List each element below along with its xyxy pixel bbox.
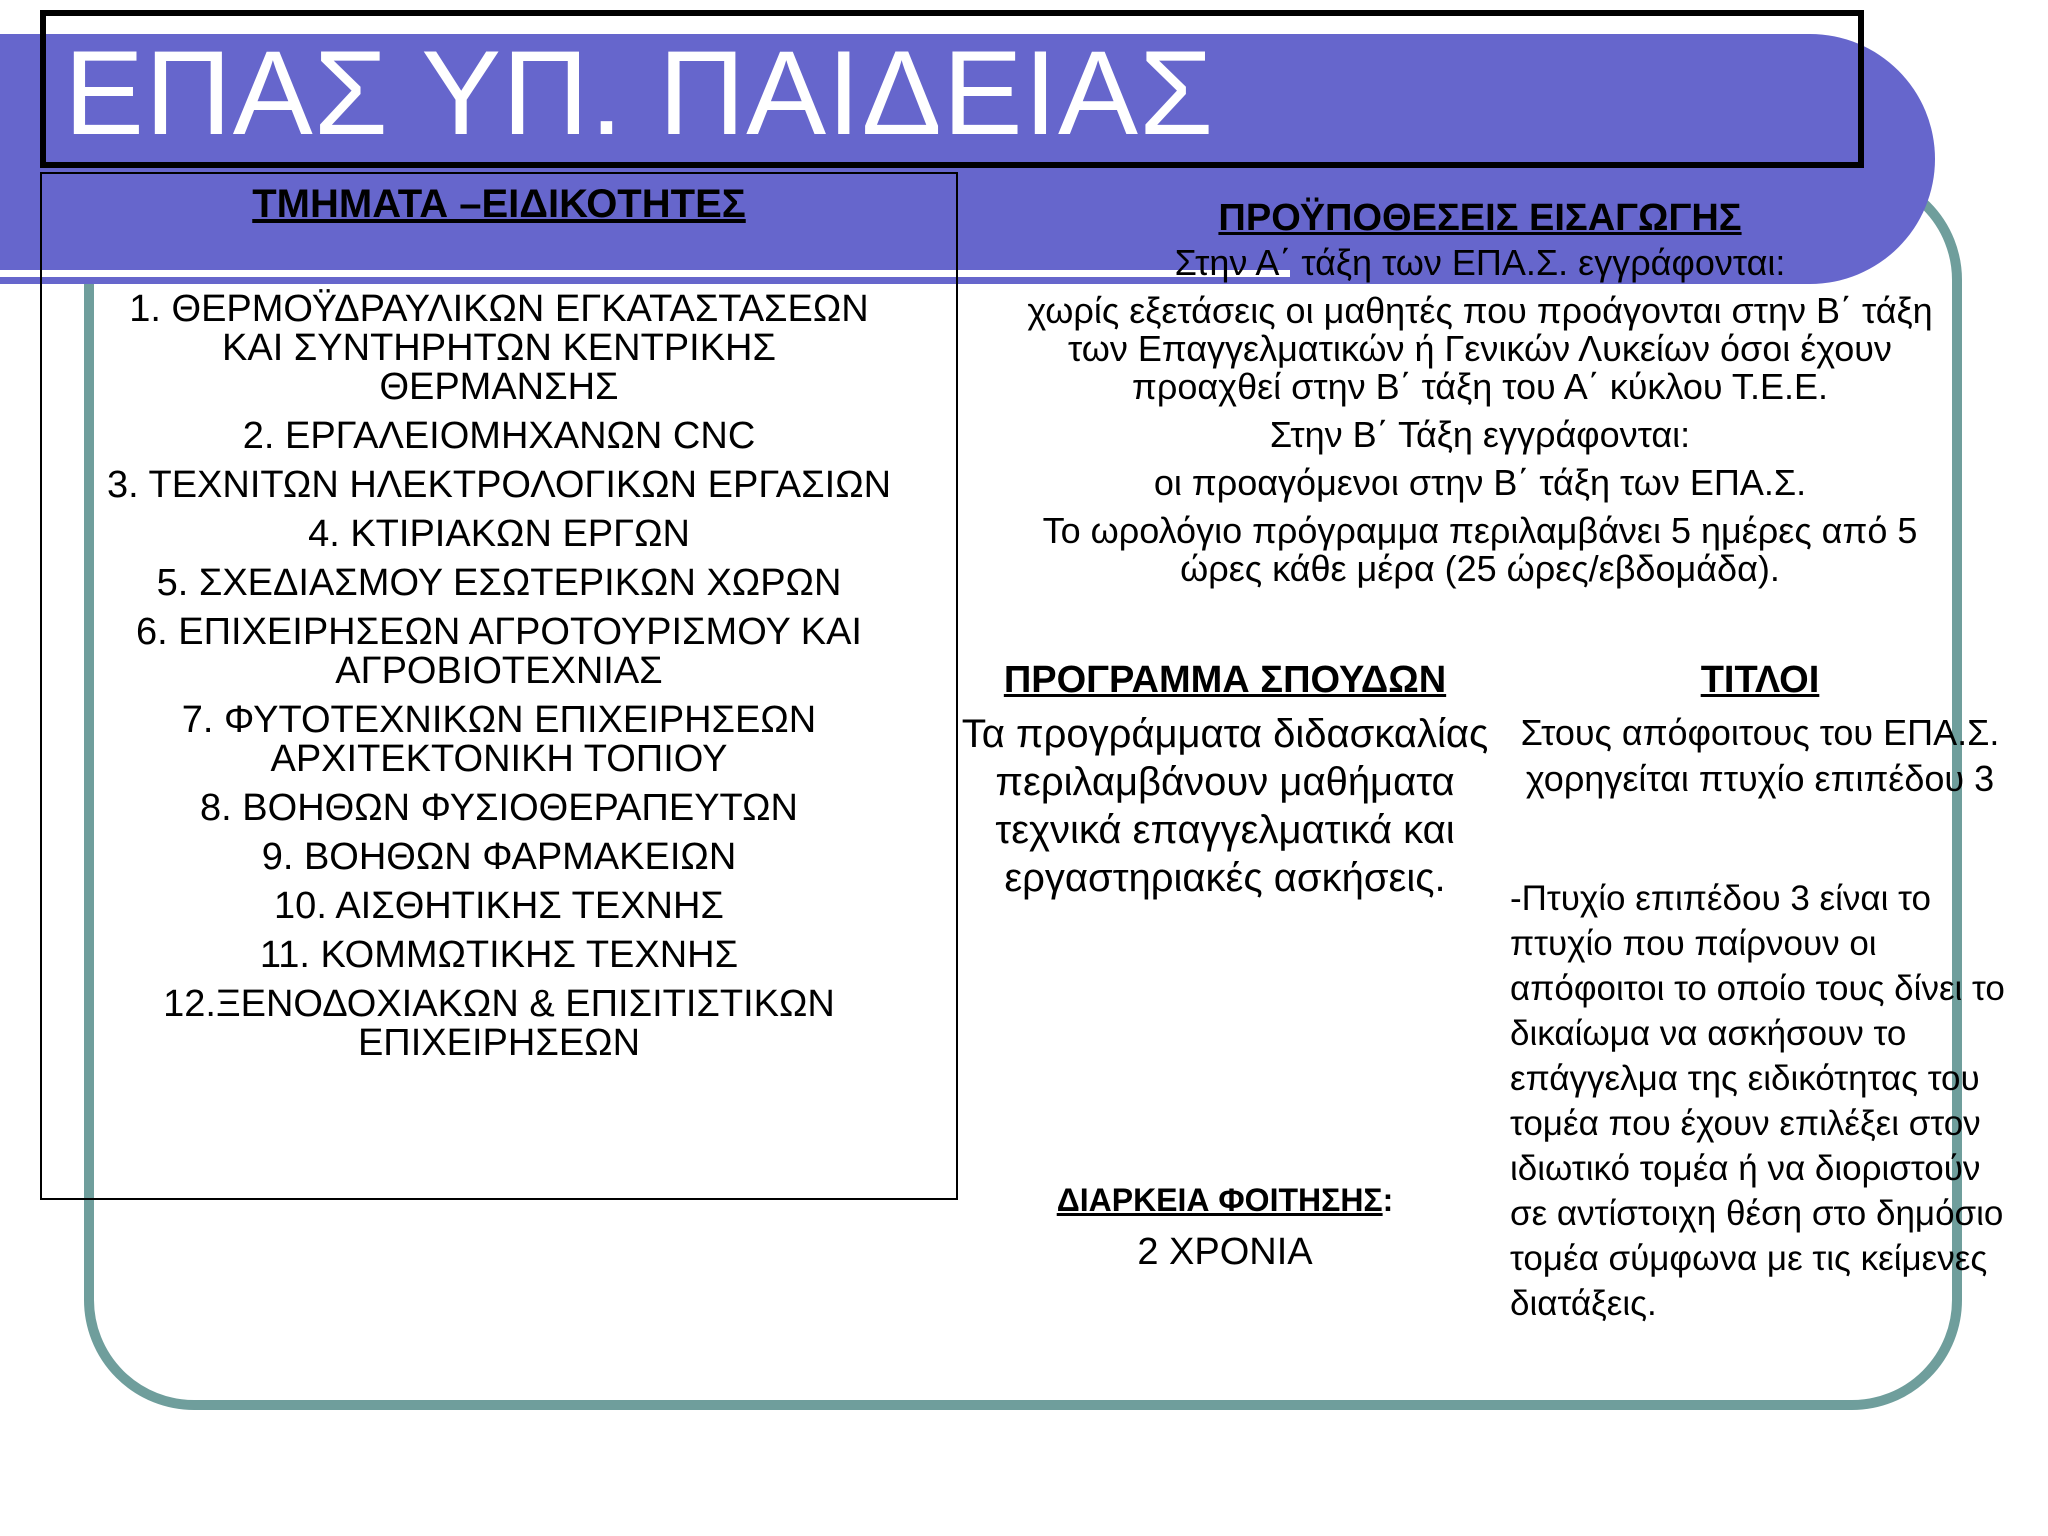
specialty-item: 12.ΞΕΝΟΔΟΧΙΑΚΩΝ & ΕΠΙΣΙΤΙΣΤΙΚΩΝ ΕΠΙΧΕΙΡΗΣΕΩΝ xyxy=(163,983,835,1064)
titles-text: Στους απόφοιτους του ΕΠΑ.Σ. χορηγείται πτυχίο επιπέδου 3 xyxy=(1520,712,2000,799)
duration-label-colon: : xyxy=(1382,1182,1394,1218)
requirements-heading: ΠΡΟΫΠΟΘΕΣΕΙΣ ΕΙΣΑΓΩΓΗΣ xyxy=(1218,197,1742,239)
requirements-paragraph: Στην Β΄ Τάξη εγγράφονται: xyxy=(1269,414,1691,455)
requirements-paragraph: Το ωρολόγιο πρόγραμμα περιλαμβάνει 5 ημέρες από 5 ώρες κάθε μέρα (25 ώρες/εβδομάδα). xyxy=(1042,510,1918,589)
specialty-item: 1. ΘΕΡΜΟΫΔΡΑΥΛΙΚΩΝ ΕΓΚΑΤΑΣΤΑΣΕΩΝ ΚΑΙ ΣΥΝΤΗΡΗΤΩΝ ΚΕΝΤΡΙΚΗΣ ΘΕΡΜΑΝΣΗΣ xyxy=(129,288,869,408)
duration-label xyxy=(960,1180,1490,1220)
titles-note: -Πτυχίο επιπέδου 3 είναι το πτυχίο που παίρνουν οι απόφοιτοι το οποίο τους δίνει το δικαίωμα να ασκήσουν το επάγγελμα της ειδικότητας του τομέα που έχουν επιλέξει στον ιδιωτικό τομέα ή να διοριστούν σε αντίστοιχη θέση στο δημόσιο τομέα σύμφωνα με τις κείμενες διατάξεις. xyxy=(1510,879,2005,1323)
program-text: Τα προγράμματα διδασκαλίας περιλαμβάνουν μαθήματα τεχνικά επαγγελματικά και εργαστηριακές ασκήσεις. xyxy=(961,712,1489,900)
duration-label-text: ΔΙΑΡΚΕΙΑ ΦΟΙΤΗΣΗΣ xyxy=(1056,1182,1383,1218)
specialty-item: 7. ΦΥΤΟΤΕΧΝΙΚΩΝ ΕΠΙΧΕΙΡΗΣΕΩΝ ΑΡΧΙΤΕΚΤΟΝΙΚΗ ΤΟΠΙΟΥ xyxy=(181,699,817,780)
slide-title: ΕΠΑΣ ΥΠ. ΠΑΙΔΕΙΑΣ xyxy=(64,26,1215,160)
specialty-item: 5. ΣΧΕΔΙΑΣΜΟΥ ΕΣΩΤΕΡΙΚΩΝ ΧΩΡΩΝ xyxy=(156,562,842,604)
requirements-paragraph: Στην Α΄ τάξη των ΕΠΑ.Σ. εγγράφονται: xyxy=(1174,242,1786,283)
specialty-item: 8. ΒΟΗΘΩΝ ΦΥΣΙΟΘΕΡΑΠΕΥΤΩΝ xyxy=(200,787,798,829)
requirements-paragraph: οι προαγόμενοι στην Β΄ τάξη των ΕΠΑ.Σ. xyxy=(1153,462,1807,503)
specialty-item: 2. ΕΡΓΑΛΕΙΟΜΗΧΑΝΩΝ CNC xyxy=(242,415,756,457)
program-heading: ΠΡΟΓΡΑΜΜΑ ΣΠΟΥΔΩΝ xyxy=(1003,659,1447,701)
requirements-paragraph: χωρίς εξετάσεις οι μαθητές που προάγονται στην Β΄ τάξη των Επαγγελματικών ή Γενικών Λυκείων όσοι έχουν προαχθεί στην Β΄ τάξη του Α΄ κύκλου Τ.Ε.Ε. xyxy=(1027,290,1933,407)
specialties-list xyxy=(40,290,958,1073)
duration-value: 2 ΧΡΟΝΙΑ xyxy=(1137,1231,1313,1273)
specialty-item: 3. ΤΕΧΝΙΤΩΝ ΗΛΕΚΤΡΟΛΟΓΙΚΩΝ ΕΡΓΑΣΙΩΝ xyxy=(106,464,892,506)
titles-heading: ΤΙΤΛΟΙ xyxy=(1700,659,1820,701)
requirements-text xyxy=(1020,244,1940,598)
specialty-item: 4. ΚΤΙΡΙΑΚΩΝ ΕΡΓΩΝ xyxy=(308,513,690,555)
specialties-heading: ΤΜΗΜΑΤΑ –ΕΙΔΙΚΟΤΗΤΕΣ xyxy=(252,182,746,226)
specialty-item: 11. ΚΟΜΜΩΤΙΚΗΣ ΤΕΧΝΗΣ xyxy=(259,934,739,976)
specialty-item: 6. ΕΠΙΧΕΙΡΗΣΕΩΝ ΑΓΡΟΤΟΥΡΙΣΜΟΥ ΚΑΙ ΑΓΡΟΒΙΟΤΕΧΝΙΑΣ xyxy=(135,611,862,692)
specialty-item: 10. ΑΙΣΘΗΤΙΚΗΣ ΤΕΧΝΗΣ xyxy=(274,885,724,927)
specialty-item: 9. ΒΟΗΘΩΝ ΦΑΡΜΑΚΕΙΩΝ xyxy=(261,836,737,878)
